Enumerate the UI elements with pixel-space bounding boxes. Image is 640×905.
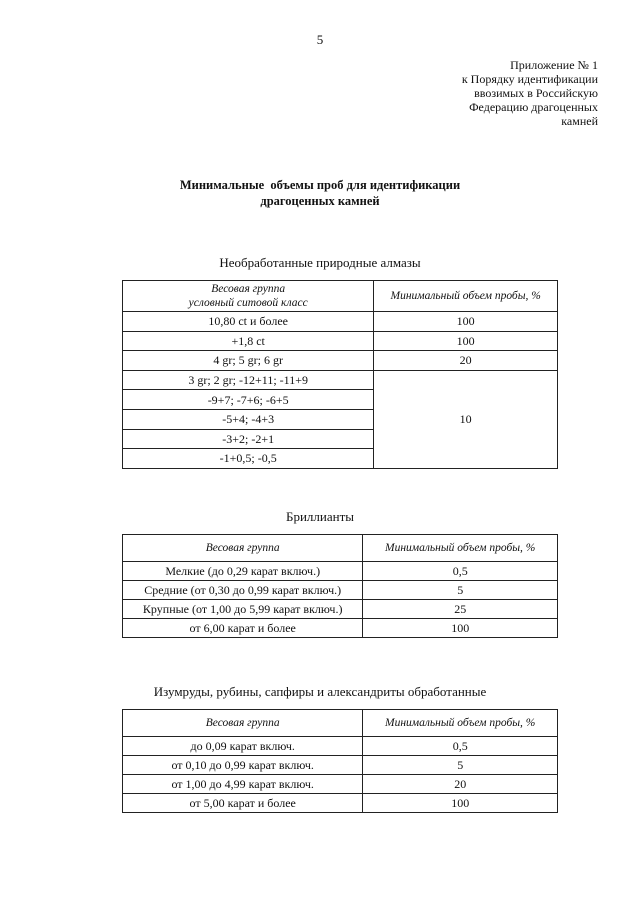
section-title-brilliants: Бриллианты (286, 509, 354, 524)
min-volume-cell: 100 (363, 794, 558, 813)
column-header-min-volume: Минимальный объем пробы, % (363, 535, 558, 562)
weight-group-cell: -9+7; -7+6; -6+5 (123, 390, 374, 410)
document-title-line1: Минимальные объемы проб для идентификации (179, 178, 461, 192)
weight-group-cell: от 6,00 карат и более (123, 619, 363, 638)
weight-group-cell: -5+4; -4+3 (123, 409, 374, 429)
column-header-weight-group (123, 281, 374, 312)
table-header-row (123, 535, 558, 562)
min-volume-cell: 100 (374, 312, 558, 332)
table-row (123, 756, 558, 775)
weight-group-cell: -1+0,5; -0,5 (123, 449, 374, 469)
appendix-line: Приложение № 1 (510, 58, 598, 72)
table-row (123, 351, 558, 371)
rough-diamonds-table (122, 280, 558, 469)
min-volume-cell: 0,5 (363, 562, 558, 581)
weight-group-cell: от 1,00 до 4,99 карат включ. (123, 775, 363, 794)
brilliants-table (122, 534, 558, 638)
min-volume-cell: 20 (363, 775, 558, 794)
document-title (0, 177, 640, 209)
table-row (123, 619, 558, 638)
table-row (123, 581, 558, 600)
column-header-weight-group: Весовая группа (123, 535, 363, 562)
column-header-min-volume: Минимальный объем пробы, % (363, 710, 558, 737)
appendix-line: Федерацию драгоценных (469, 100, 598, 114)
table-row (123, 737, 558, 756)
page-number: 5 (316, 32, 324, 47)
min-volume-merged-cell: 10 (374, 370, 558, 468)
table-row (123, 562, 558, 581)
appendix-note (398, 58, 598, 128)
table-row (123, 775, 558, 794)
appendix-line: камней (561, 114, 598, 128)
section-title-colored-stones: Изумруды, рубины, сапфиры и александриты обработанные (153, 684, 487, 699)
weight-group-cell: Крупные (от 1,00 до 5,99 карат включ.) (123, 600, 363, 619)
weight-group-cell: 10,80 ct и более (123, 312, 374, 332)
table-row (123, 600, 558, 619)
weight-group-cell: -3+2; -2+1 (123, 429, 374, 449)
table-row (123, 312, 558, 332)
min-volume-cell: 100 (374, 331, 558, 351)
column-header-weight-group: Весовая группа (123, 710, 363, 737)
column-header-min-volume: Минимальный объем пробы, % (374, 281, 558, 312)
colored-stones-table (122, 709, 558, 813)
min-volume-cell: 100 (363, 619, 558, 638)
document-title-line2: драгоценных камней (260, 194, 380, 208)
min-volume-cell: 5 (363, 756, 558, 775)
appendix-line: к Порядку идентификации (461, 72, 598, 86)
min-volume-cell: 20 (374, 351, 558, 371)
section-title-rough-diamonds: Необработанные природные алмазы (219, 255, 421, 270)
header-line: Весовая группа (211, 283, 286, 295)
table-row (123, 794, 558, 813)
table-header-row (123, 281, 558, 312)
min-volume-cell: 5 (363, 581, 558, 600)
table-row (123, 331, 558, 351)
min-volume-cell: 25 (363, 600, 558, 619)
table-header-row (123, 710, 558, 737)
weight-group-cell: Средние (от 0,30 до 0,99 карат включ.) (123, 581, 363, 600)
weight-group-cell: до 0,09 карат включ. (123, 737, 363, 756)
min-volume-cell: 0,5 (363, 737, 558, 756)
appendix-line: ввозимых в Российскую (474, 86, 598, 100)
weight-group-cell: +1,8 ct (123, 331, 374, 351)
weight-group-cell: 3 gr; 2 gr; -12+11; -11+9 (123, 370, 374, 390)
weight-group-cell: 4 gr; 5 gr; 6 gr (123, 351, 374, 371)
header-line: условный ситовой класс (188, 297, 308, 309)
table-row (123, 370, 558, 390)
weight-group-cell: Мелкие (до 0,29 карат включ.) (123, 562, 363, 581)
weight-group-cell: от 0,10 до 0,99 карат включ. (123, 756, 363, 775)
weight-group-cell: от 5,00 карат и более (123, 794, 363, 813)
